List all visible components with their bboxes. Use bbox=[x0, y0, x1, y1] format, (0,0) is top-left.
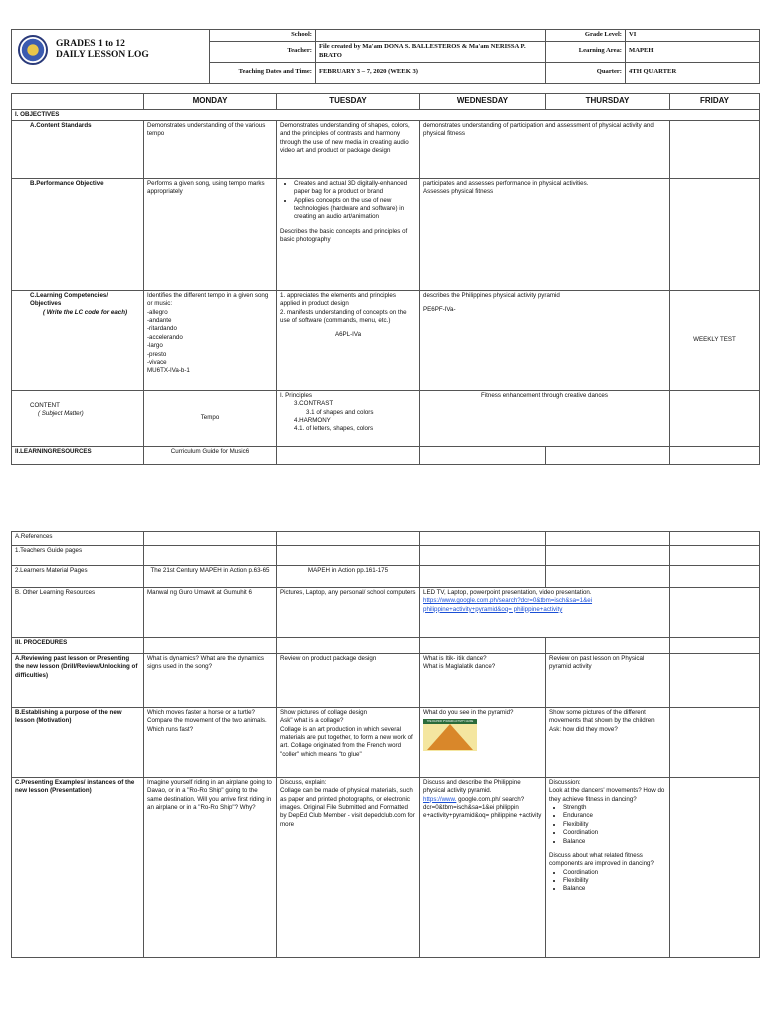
other-resources-label: B. Other Learning Resources bbox=[12, 588, 144, 638]
other-wed-text: LED TV, Laptop, powerpoint presentation, video presentation. bbox=[423, 589, 592, 596]
tg-wed bbox=[420, 546, 546, 566]
pyramid-caption: THE FILIPINO PYRAMID ACTIVITY GUIDE bbox=[426, 720, 474, 724]
fitness-component: • Endurance bbox=[563, 812, 666, 820]
content-wed: Fitness enhancement through creative dances bbox=[420, 391, 670, 447]
objectives-table bbox=[11, 93, 760, 465]
reviewing-wed-line: What is Itik- itik dance? bbox=[423, 655, 487, 662]
establishing-tue-line: Ask" what is a collage? bbox=[280, 717, 344, 725]
competencies-wed-code: PE6PF-IVa- bbox=[423, 306, 456, 314]
header-table bbox=[11, 29, 760, 84]
reviewing-fri bbox=[670, 654, 760, 708]
content-standards-mon: Demonstrates understanding of the various tempo bbox=[144, 121, 277, 179]
procedures-table bbox=[11, 531, 760, 958]
tg-pages-label: 1.Teachers Guide pages bbox=[12, 546, 144, 566]
pyramid-shape bbox=[427, 724, 473, 750]
content-label-sub: ( Subject Matter) bbox=[38, 410, 84, 418]
tempo-line: -largo bbox=[147, 342, 163, 350]
other-fri bbox=[670, 588, 760, 638]
content-standards-tue: Demonstrates understanding of shapes, colors, and the principles of contrasts and harmony through the use of new media in creating audio video art and product or package design bbox=[277, 121, 420, 179]
tempo-line: -presto bbox=[147, 350, 167, 358]
tg-thu bbox=[546, 546, 670, 566]
competencies-tue-item: 2. manifests understanding of concepts on the use of software (commands, menu, etc.) bbox=[280, 308, 407, 325]
teacher-label: Teacher: bbox=[210, 41, 316, 62]
title-line-2: DAILY LESSON LOG bbox=[56, 50, 149, 61]
presenting-thu-line: Discuss about what related fitness components are improved in dancing? bbox=[549, 851, 654, 868]
establishing-tue-line: Collage is an art production in which several materials are put together, to form a new work of art. Collage originated from the French word "coller" which means "to glue" bbox=[280, 725, 413, 758]
references-label: A.References bbox=[12, 532, 144, 546]
presenting-tue-line: Discuss, explain: bbox=[280, 779, 327, 786]
area-label: Learning Area: bbox=[546, 41, 626, 62]
competencies-mon bbox=[144, 291, 277, 391]
day-friday: FRIDAY bbox=[670, 93, 760, 109]
establishing-wed bbox=[420, 708, 546, 778]
tempo-line: -andante bbox=[147, 317, 172, 325]
activity-pyramid-image bbox=[423, 719, 477, 751]
competencies-tue-code: A6PL-IVa bbox=[334, 331, 362, 339]
content-tue-line: I. Principles bbox=[280, 392, 312, 400]
establishing-fri bbox=[670, 708, 760, 778]
performance-tue bbox=[277, 179, 420, 291]
performance-tue-bullet: • Creates and actual 3D digitally-enhanced paper bag for a product or brand bbox=[294, 180, 416, 197]
establishing-wed-question: What do you see in the pyramid? bbox=[423, 709, 514, 716]
day-monday: MONDAY bbox=[144, 93, 277, 109]
content-tue-line: 3.1 of shapes and colors bbox=[306, 408, 374, 416]
school-value bbox=[316, 30, 546, 42]
resources-label: II.LEARNINGRESOURCES bbox=[12, 447, 144, 465]
pyramid-link[interactable]: https://www. bbox=[423, 795, 457, 803]
lm-pages-label: 2.Learners Material Pages bbox=[12, 566, 144, 588]
day-tuesday: TUESDAY bbox=[277, 93, 420, 109]
lm-thu bbox=[546, 566, 670, 588]
pyramid-link-rest: google.com.ph/ search?dcr=0&tbm=isch&sa=1&ei philippin e+activity+pyramid&oq= philippine +activity bbox=[423, 795, 542, 820]
reviewing-tue: Review on product package design bbox=[277, 654, 420, 708]
establishing-thu-line: Show some pictures of the different movements that shown by the children bbox=[549, 709, 655, 725]
presenting-wed-line: Discuss and describe the Philippine physical activity pyramid. bbox=[423, 779, 521, 795]
procedures-thu bbox=[546, 638, 670, 654]
tempo-line: -allegro bbox=[147, 308, 168, 316]
tg-fri bbox=[670, 546, 760, 566]
other-mon: Manwal ng Guro Umawit at Gumuhit 6 bbox=[144, 588, 277, 638]
lm-wed bbox=[420, 566, 546, 588]
establishing-thu-line: Ask: how did they move? bbox=[549, 725, 618, 733]
performance-wed-line: Assesses physical fitness bbox=[423, 188, 494, 196]
presenting-tue-line: Collage can be made of physical materials, such as paper and printed photographs, or electronic images. Original File Submitted and Formatted by DepEd Club Member - visit depedclub.com for more bbox=[280, 787, 415, 828]
fitness-component: • Strength bbox=[563, 804, 666, 812]
presenting-fri bbox=[670, 778, 760, 958]
presenting-thu-line: Look at the dancers' movements? How do they achieve fitness in dancing? bbox=[549, 787, 665, 803]
resources-wed bbox=[420, 447, 546, 465]
performance-wed-line: participates and assesses performance in physical activities. bbox=[423, 180, 589, 188]
performance-mon: Performs a given song, using tempo marks appropriately bbox=[144, 179, 277, 291]
competencies-wed bbox=[420, 291, 670, 391]
references-thu bbox=[546, 532, 670, 546]
tg-mon bbox=[144, 546, 277, 566]
grade-label: Grade Level: bbox=[546, 30, 626, 42]
competencies-label-line: C.Learning Competencies/ bbox=[30, 292, 109, 300]
procedures-tue bbox=[277, 638, 420, 654]
performance-fri bbox=[670, 179, 760, 291]
procedures-fri bbox=[670, 638, 760, 654]
fitness-component: • Flexibility bbox=[563, 821, 666, 829]
establishing-thu bbox=[546, 708, 670, 778]
presenting-wed bbox=[420, 778, 546, 958]
reviewing-mon: What is dynamics? What are the dynamics signs used in the song? bbox=[144, 654, 277, 708]
other-wed bbox=[420, 588, 670, 638]
lm-fri bbox=[670, 566, 760, 588]
tg-tue bbox=[277, 546, 420, 566]
presenting-label: C.Presenting Examples/ instances of the new lesson (Presentation) bbox=[12, 778, 144, 958]
other-tue: Pictures, Laptop, any personal/ school computers bbox=[277, 588, 420, 638]
corner-cell bbox=[12, 93, 144, 109]
content-standards-wed: demonstrates understanding of participation and assessment of physical activity and physical fitness bbox=[420, 121, 670, 179]
reviewing-wed bbox=[420, 654, 546, 708]
establishing-mon-line: Compare the movement of the two animals. Which runs fast? bbox=[147, 717, 267, 733]
day-thursday: THURSDAY bbox=[546, 93, 670, 109]
deped-seal-icon bbox=[18, 35, 48, 65]
establishing-label: B.Establishing a purpose of the new lesson (Motivation) bbox=[12, 708, 144, 778]
presenting-thu bbox=[546, 778, 670, 958]
performance-tue-bullet: • Applies concepts on the use of new technologies (hardware and software) in creating an audio art/animation bbox=[294, 197, 416, 222]
day-wednesday: WEDNESDAY bbox=[420, 93, 546, 109]
performance-tue-note: Describes the basic concepts and principles of basic photography bbox=[280, 227, 408, 244]
pyramid-search-link[interactable]: https://www.google.com.ph/search?dcr=0&tbm=isch&sa=1&ei philippine+activity+pyramid&oq= philippine+activity bbox=[423, 597, 593, 613]
fitness-component: • Balance bbox=[563, 838, 666, 846]
content-mon: Tempo bbox=[144, 391, 277, 447]
title-line-1: GRADES 1 to 12 bbox=[56, 39, 125, 49]
reviewing-wed-line: What is Maglalatik dance? bbox=[423, 663, 496, 671]
references-mon bbox=[144, 532, 277, 546]
dates-label: Teaching Dates and Time: bbox=[210, 62, 316, 83]
resources-tue bbox=[277, 447, 420, 465]
competencies-tue bbox=[277, 291, 420, 391]
content-tue bbox=[277, 391, 420, 447]
resources-mon: Curriculum Guide for Music6 bbox=[144, 447, 277, 465]
presenting-mon: Imagine yourself riding in an airplane going to Davao, or in a "Ro-Ro Ship" going to the same destination. Will you arrive first riding in an airplane or in a "Ro-Ro Ship"? Why? bbox=[144, 778, 277, 958]
procedures-mon bbox=[144, 638, 277, 654]
quarter-label: Quarter: bbox=[546, 62, 626, 83]
fitness-component: • Balance bbox=[563, 885, 666, 893]
quarter-value: 4TH QUARTER bbox=[626, 62, 760, 83]
content-tue-line: 4.1. of letters, shapes, colors bbox=[294, 425, 374, 433]
establishing-mon-line: Which moves faster a horse or a turtle? bbox=[147, 709, 255, 716]
dates-value: FEBRUARY 3 – 7, 2020 (WEEK 3) bbox=[316, 62, 546, 83]
references-wed bbox=[420, 532, 546, 546]
procedures-heading: III. PROCEDURES bbox=[12, 638, 144, 654]
establishing-mon bbox=[144, 708, 277, 778]
reviewing-label: A.Reviewing past lesson or Presenting the new lesson (Drill/Review/Unlocking of difficulties) bbox=[12, 654, 144, 708]
reviewing-thu: Review on past lesson on Physical pyramid activity bbox=[546, 654, 670, 708]
weekly-test: WEEKLY TEST bbox=[670, 291, 760, 391]
fitness-component: • Coordination bbox=[563, 829, 666, 837]
lesson-log-page-2 bbox=[11, 531, 759, 958]
school-label: School: bbox=[210, 30, 316, 42]
establishing-tue-line: Show pictures of collage design bbox=[280, 709, 368, 716]
establishing-tue bbox=[277, 708, 420, 778]
content-tue-line: 3.CONTRAST bbox=[294, 400, 334, 408]
area-value: MAPEH bbox=[626, 41, 760, 62]
lm-mon: The 21st Century MAPEH in Action p.63-65 bbox=[144, 566, 277, 588]
resources-thu bbox=[546, 447, 670, 465]
objectives-heading: I. OBJECTIVES bbox=[12, 109, 760, 120]
resources-fri bbox=[670, 447, 760, 465]
competencies-label-line: Objectives bbox=[30, 300, 62, 308]
fitness-component: • Flexibility bbox=[563, 877, 666, 885]
competencies-label bbox=[12, 291, 144, 391]
content-standards-label: A.Content Standards bbox=[12, 121, 144, 179]
lm-tue: MAPEH in Action pp.161-175 bbox=[277, 566, 420, 588]
tempo-line: -vivace bbox=[147, 358, 167, 366]
content-label bbox=[12, 391, 144, 447]
references-tue bbox=[277, 532, 420, 546]
log-title bbox=[56, 39, 149, 62]
lesson-log-page-1 bbox=[11, 29, 759, 465]
competencies-wed-item: describes the Philippines physical activity pyramid bbox=[423, 292, 560, 300]
content-tue-line: 4.HARMONY bbox=[294, 417, 331, 425]
performance-label: B.Performance Objective bbox=[12, 179, 144, 291]
tempo-code: MU6TX-IVa-b-1 bbox=[147, 367, 190, 375]
content-standards-fri bbox=[670, 121, 760, 179]
teacher-value: File created by Ma'am DONA S. BALLESTEROS & Ma'am NERISSA P. BRATO bbox=[316, 41, 546, 62]
tempo-line: -accelerando bbox=[147, 333, 183, 341]
presenting-tue bbox=[277, 778, 420, 958]
grade-value: VI bbox=[626, 30, 760, 42]
logo-cell bbox=[12, 30, 210, 84]
fitness-component: • Coordination bbox=[563, 869, 666, 877]
content-fri bbox=[670, 391, 760, 447]
tempo-line: Identifies the different tempo in a given song or music: bbox=[147, 292, 269, 308]
procedures-wed bbox=[420, 638, 546, 654]
presenting-thu-line: Discussion: bbox=[549, 779, 581, 786]
performance-wed bbox=[420, 179, 670, 291]
tempo-line: -ritardando bbox=[147, 325, 177, 333]
content-label-text: CONTENT bbox=[30, 402, 60, 410]
references-fri bbox=[670, 532, 760, 546]
competencies-tue-item: 1. appreciates the elements and principles applied in product design bbox=[280, 292, 396, 308]
competencies-label-note: ( Write the LC code for each) bbox=[42, 308, 128, 316]
